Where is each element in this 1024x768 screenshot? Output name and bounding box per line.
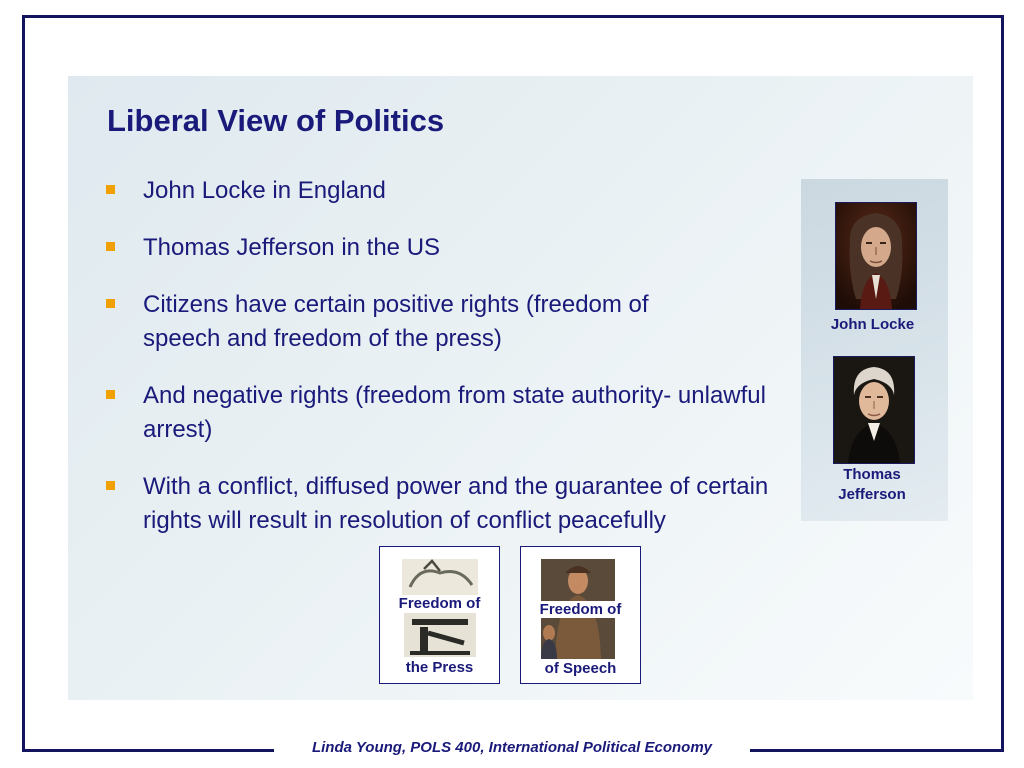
freedom-of-press-top-label: Freedom of	[398, 595, 481, 612]
thomas-jefferson-caption: Thomas Jefferson	[838, 466, 906, 503]
bullet-text: Citizens have certain positive rights (freedom of speech and freedom of the press)	[143, 291, 649, 352]
bullet-list	[106, 174, 796, 561]
square-bullet-icon	[106, 185, 115, 194]
square-bullet-icon	[106, 299, 115, 308]
square-bullet-icon	[106, 390, 115, 399]
john-locke-portrait-image	[836, 203, 916, 309]
john-locke-caption: John Locke	[830, 316, 915, 333]
thomas-jefferson-portrait	[833, 356, 915, 464]
thomas-jefferson-portrait-image	[834, 357, 914, 463]
bullet-text: With a conflict, diffused power and the guarantee of certain rights will result in resolution of conflict peacefully	[143, 473, 769, 534]
bullet-text: And negative rights (freedom from state authority- unlawful arrest)	[143, 382, 766, 443]
bullet-item	[106, 288, 728, 356]
footer	[274, 736, 750, 760]
bullet-text: Thomas Jefferson in the US	[143, 234, 441, 261]
square-bullet-icon	[106, 242, 115, 251]
freedom-of-press-image	[379, 546, 500, 684]
freedom-of-speech-image	[520, 546, 641, 684]
bullet-item	[106, 470, 803, 538]
freedom-of-press-bottom-label: the Press	[405, 659, 474, 676]
bullet-item	[106, 379, 783, 447]
bullet-item	[106, 174, 796, 208]
john-locke-portrait	[835, 202, 917, 310]
bullet-item	[106, 231, 796, 265]
portrait-sidebar	[801, 179, 948, 521]
bullet-text: John Locke in England	[143, 177, 386, 204]
square-bullet-icon	[106, 481, 115, 490]
slide-title: Liberal View of Politics	[107, 103, 445, 138]
footer-text: Linda Young, POLS 400, International Political Economy	[311, 739, 713, 756]
freedom-of-speech-bottom-label: of Speech	[544, 660, 617, 677]
freedom-of-speech-top-label: Freedom of	[521, 601, 640, 618]
